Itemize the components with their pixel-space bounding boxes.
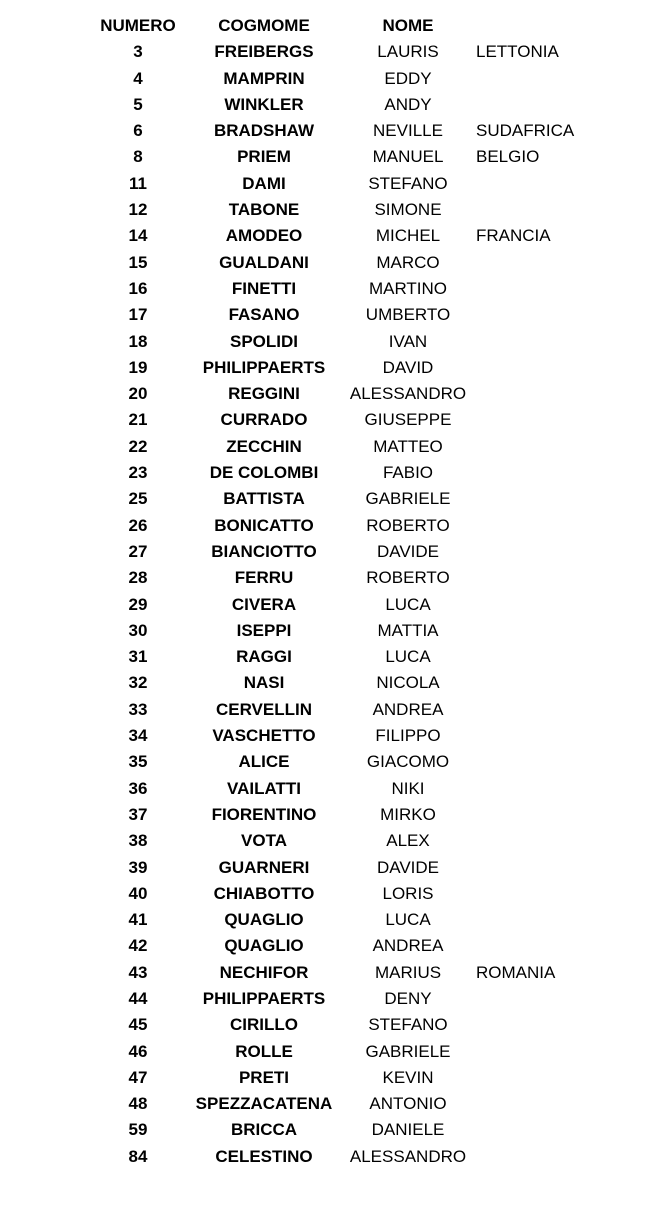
cell-surname: FINETTI [231, 278, 297, 298]
cell-number: 15 [128, 252, 148, 272]
table-row [0, 355, 670, 381]
cell-name: STEFANO [368, 173, 448, 193]
cell-country: BELGIO [476, 147, 540, 167]
cell-surname: REGGINI [228, 384, 300, 404]
table-row [0, 513, 670, 539]
table-body [0, 39, 670, 1170]
cell-surname: RAGGI [236, 647, 292, 667]
cell-number: 8 [133, 147, 143, 167]
table-row [0, 749, 670, 775]
cell-name: ANDREA [372, 699, 444, 719]
table-row [0, 592, 670, 618]
table-row [0, 644, 670, 670]
cell-surname: PHILIPPAERTS [202, 357, 326, 377]
table-row [0, 486, 670, 512]
cell-name: ALESSANDRO [349, 1146, 467, 1166]
cell-name: LUCA [385, 594, 431, 614]
cell-surname: VASCHETTO [212, 726, 316, 746]
cell-surname: ISEPPI [236, 620, 292, 640]
cell-name: UMBERTO [365, 305, 451, 325]
table-row [0, 223, 670, 249]
cell-number: 35 [128, 752, 148, 772]
cell-number: 44 [128, 988, 148, 1008]
table-row [0, 118, 670, 144]
cell-country: ROMANIA [476, 962, 556, 982]
cell-name: MARIUS [374, 962, 442, 982]
header-number: NUMERO [100, 16, 176, 35]
cell-number: 37 [128, 804, 148, 824]
header-surname: COGMOME [218, 16, 310, 35]
cell-number: 40 [128, 883, 148, 903]
roster-table [0, 13, 670, 1170]
cell-number: 59 [128, 1120, 148, 1140]
cell-number: 38 [128, 831, 148, 851]
cell-number: 30 [128, 620, 148, 640]
cell-surname: MAMPRIN [223, 68, 305, 88]
cell-surname: CIVERA [231, 594, 297, 614]
table-row [0, 66, 670, 92]
cell-name: ANTONIO [369, 1094, 447, 1114]
cell-name: NIKI [391, 778, 425, 798]
cell-number: 26 [128, 515, 148, 535]
cell-number: 18 [128, 331, 148, 351]
cell-number: 48 [128, 1094, 148, 1114]
cell-surname: PRIEM [237, 147, 291, 167]
cell-name: LUCA [385, 647, 431, 667]
cell-number: 3 [133, 42, 143, 62]
cell-name: EDDY [384, 68, 432, 88]
cell-surname: ALICE [238, 752, 290, 772]
cell-name: ROBERTO [366, 568, 450, 588]
cell-surname: CURRADO [220, 410, 308, 430]
cell-surname: BONICATTO [214, 515, 314, 535]
cell-surname: GUARNERI [218, 857, 310, 877]
cell-number: 27 [128, 541, 148, 561]
cell-number: 84 [128, 1146, 148, 1166]
cell-name: GIACOMO [366, 752, 450, 772]
cell-surname: VOTA [241, 831, 287, 851]
cell-name: MARTINO [368, 278, 448, 298]
table-row [0, 1144, 670, 1170]
cell-name: ALESSANDRO [349, 384, 467, 404]
cell-surname: QUAGLIO [224, 910, 304, 930]
table-row [0, 1091, 670, 1117]
table-row [0, 881, 670, 907]
cell-number: 5 [133, 94, 143, 114]
table-row [0, 171, 670, 197]
cell-number: 28 [128, 568, 148, 588]
cell-surname: BRICCA [230, 1120, 298, 1140]
table-row [0, 1117, 670, 1143]
cell-surname: GUALDANI [219, 252, 309, 272]
cell-surname: CELESTINO [215, 1146, 313, 1166]
cell-name: NICOLA [376, 673, 440, 693]
cell-surname: FASANO [228, 305, 300, 325]
table-row [0, 960, 670, 986]
table-header [0, 13, 670, 39]
table-row [0, 92, 670, 118]
cell-surname: VAILATTI [227, 778, 301, 798]
cell-surname: AMODEO [225, 226, 303, 246]
table-row [0, 460, 670, 486]
cell-number: 31 [128, 647, 148, 667]
cell-number: 47 [128, 1067, 148, 1087]
cell-number: 34 [128, 726, 148, 746]
cell-name: GABRIELE [365, 1041, 451, 1061]
cell-name: LORIS [382, 883, 434, 903]
header-name: NOME [382, 16, 434, 35]
cell-surname: PRETI [238, 1067, 290, 1087]
cell-number: 14 [128, 226, 148, 246]
cell-country: SUDAFRICA [476, 121, 575, 141]
cell-surname: SPOLIDI [229, 331, 298, 351]
table-row [0, 933, 670, 959]
cell-name: SIMONE [374, 200, 442, 220]
table-row [0, 1012, 670, 1038]
table-row [0, 986, 670, 1012]
cell-surname: FERRU [234, 568, 294, 588]
cell-name: MICHEL [375, 226, 441, 246]
table-row [0, 1065, 670, 1091]
cell-name: LUCA [385, 910, 431, 930]
table-row [0, 302, 670, 328]
cell-name: MATTIA [377, 620, 439, 640]
cell-number: 41 [128, 910, 148, 930]
cell-name: MARCO [376, 252, 440, 272]
cell-number: 45 [128, 1015, 148, 1035]
table-row [0, 828, 670, 854]
cell-number: 4 [133, 68, 143, 88]
cell-name: KEVIN [382, 1067, 434, 1087]
cell-number: 46 [128, 1041, 148, 1061]
table-row [0, 618, 670, 644]
cell-surname: CIRILLO [230, 1015, 298, 1035]
cell-surname: CERVELLIN [215, 699, 313, 719]
cell-name: GABRIELE [365, 489, 451, 509]
cell-name: ANDY [384, 94, 432, 114]
cell-name: FILIPPO [375, 726, 441, 746]
cell-name: ANDREA [372, 936, 444, 956]
table-row [0, 250, 670, 276]
cell-name: MIRKO [380, 804, 436, 824]
cell-number: 19 [128, 357, 148, 377]
cell-name: ALEX [386, 831, 430, 851]
cell-surname: PHILIPPAERTS [202, 988, 326, 1008]
cell-name: MANUEL [372, 147, 444, 167]
table-row [0, 407, 670, 433]
cell-surname: TABONE [228, 200, 300, 220]
cell-number: 43 [128, 962, 148, 982]
cell-name: MATTEO [373, 436, 443, 456]
cell-number: 22 [128, 436, 148, 456]
table-row [0, 776, 670, 802]
cell-name: DAVIDE [376, 857, 440, 877]
cell-name: DENY [384, 988, 432, 1008]
table-row [0, 855, 670, 881]
cell-surname: QUAGLIO [224, 936, 304, 956]
table-row [0, 434, 670, 460]
cell-number: 21 [128, 410, 148, 430]
cell-surname: FREIBERGS [214, 42, 314, 62]
table-row [0, 539, 670, 565]
cell-name: FABIO [382, 463, 434, 483]
cell-surname: DAMI [242, 173, 286, 193]
cell-surname: ZECCHIN [226, 436, 302, 456]
cell-name: IVAN [388, 331, 428, 351]
cell-name: ROBERTO [366, 515, 450, 535]
cell-name: NEVILLE [373, 121, 443, 141]
cell-surname: NASI [243, 673, 285, 693]
cell-surname: NECHIFOR [219, 962, 309, 982]
cell-surname: DE COLOMBI [209, 463, 319, 483]
cell-number: 33 [128, 699, 148, 719]
cell-number: 17 [128, 305, 148, 325]
table-row [0, 39, 670, 65]
table-row [0, 276, 670, 302]
cell-name: DANIELE [371, 1120, 445, 1140]
cell-name: GIUSEPPE [364, 410, 452, 430]
cell-number: 11 [129, 173, 147, 193]
table-row [0, 670, 670, 696]
cell-number: 36 [128, 778, 148, 798]
cell-number: 23 [128, 463, 148, 483]
table-row [0, 197, 670, 223]
cell-surname: FIORENTINO [211, 804, 317, 824]
table-row [0, 907, 670, 933]
cell-surname: BRADSHAW [213, 121, 315, 141]
table-row [0, 381, 670, 407]
cell-surname: WINKLER [224, 94, 304, 114]
table-row [0, 802, 670, 828]
cell-surname: CHIABOTTO [213, 883, 315, 903]
cell-surname: BATTISTA [223, 489, 305, 509]
cell-name: STEFANO [368, 1015, 448, 1035]
table-row [0, 144, 670, 170]
cell-name: LAURIS [377, 42, 439, 62]
table-row [0, 723, 670, 749]
cell-surname: ROLLE [235, 1041, 293, 1061]
cell-number: 32 [128, 673, 148, 693]
cell-country: LETTONIA [476, 42, 559, 62]
cell-number: 29 [128, 594, 148, 614]
cell-surname: BIANCIOTTO [211, 541, 317, 561]
cell-country: FRANCIA [476, 226, 551, 246]
cell-number: 42 [128, 936, 148, 956]
cell-surname: SPEZZACATENA [195, 1094, 333, 1114]
cell-number: 39 [128, 857, 148, 877]
cell-name: DAVIDE [376, 541, 440, 561]
table-row [0, 697, 670, 723]
cell-number: 25 [128, 489, 148, 509]
table-row [0, 329, 670, 355]
table-row [0, 565, 670, 591]
cell-number: 12 [128, 200, 148, 220]
cell-number: 20 [128, 384, 148, 404]
cell-number: 6 [133, 121, 143, 141]
cell-number: 16 [128, 278, 148, 298]
cell-name: DAVID [382, 357, 434, 377]
table-row [0, 1039, 670, 1065]
